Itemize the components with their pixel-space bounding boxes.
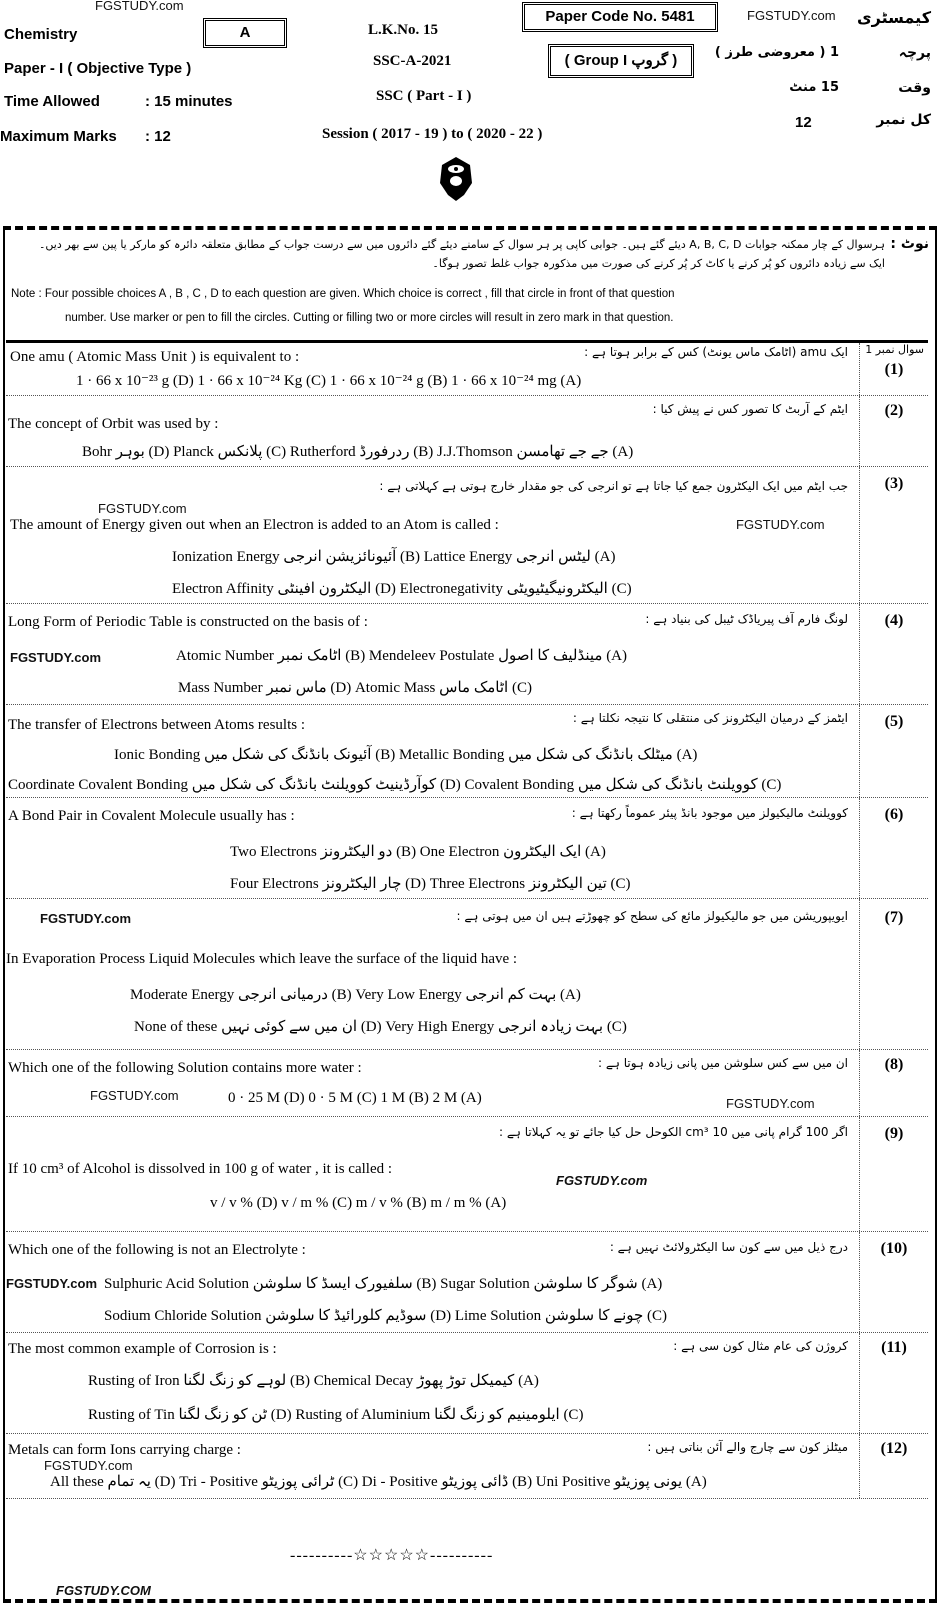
marks-value: : 12 (145, 128, 171, 145)
exam-code: SSC-A-2021 (373, 53, 452, 69)
question-row (6, 340, 928, 396)
question-row (6, 798, 928, 899)
note-ur-line2: ایک سے زیادہ دائروں کو پُر کرنے یا کاٹ کر پُر کرنے کی صورت میں مذکورہ جواب غلط تصور ہوگا۔ (432, 257, 885, 270)
question-ur: ایویپوریشن میں جو مالیکیولز مائع کی سطح کو چھوڑتے ہیں ان میں ہوتی ہے : (456, 909, 848, 923)
watermark: FGSTUDY.com (736, 517, 825, 532)
note-ur-label: نوٹ : (890, 236, 929, 252)
paper-set: A (239, 24, 251, 41)
question-options-row1: Two Electrons دو الیکٹرونز (B) One Electron ایک الیکٹرون (A) (230, 844, 606, 860)
question-options-row1: Rusting of Iron لوہے کو زنگ لگنا (B) Chemical Decay کیمیکل توڑ پھوڑ (A) (88, 1373, 539, 1389)
question-options: All these یہ تمام (D) Tri - Positive ٹرائی پوزیٹو (C) Di - Positive ڈائی پوزیٹو (B) Uni Positive یونی پوزیٹو (A) (50, 1474, 707, 1490)
watermark: FGSTUDY.com (556, 1173, 648, 1188)
subject-ur: کیمسٹری (857, 8, 931, 27)
paper-title: Paper - I ( Objective Type ) (4, 60, 192, 77)
watermark: FGSTUDY.com (40, 911, 132, 926)
question-ur: ایٹم کے آربٹ کا تصور کس نے پیش کیا : (652, 402, 848, 416)
question-number: (2) (859, 396, 928, 466)
question-en: The amount of Energy given out when an Electron is added to an Atom is called : (10, 517, 499, 533)
question-ur: جب ایٹم میں ایک الیکٹرون جمع کیا جاتا ہے تو انرجی کی جو مقدار خارج ہوتی ہے کہلاتی ہے : (379, 479, 848, 493)
note-ur-line1: ہرسوال کے چار ممکنہ جوابات A, B, C, D دیئے گئے ہیں۔ جوابی کاپی پر ہر سوال کے سامنے دیئے گئے دائروں میں سے درست جواب کے مطابق متعلقہ دائرہ کو مارکر یا پین سے بھر دیں۔ (38, 238, 885, 251)
question-en: Metals can form Ions carrying charge : (8, 1442, 241, 1458)
paper-set-box (203, 18, 287, 48)
question-ur: لونگ فارم آف پیریاڈک ٹیبل کی بنیاد ہے : (645, 612, 848, 626)
question-number: (5) (859, 705, 928, 797)
footer-watermark: FGSTUDY.COM (56, 1583, 151, 1598)
group-label: ( Group I گروپ ) (564, 52, 678, 69)
question-en: A Bond Pair in Covalent Molecule usually has : (8, 808, 295, 824)
question-row (6, 705, 928, 798)
ur-time-value: 15 منٹ (789, 80, 839, 95)
subject-en: Chemistry (4, 26, 78, 43)
question-ur: کوویلنٹ مالیکیولز میں موجود بانڈ پیئر عموماً رکھتا ہے : (571, 806, 848, 820)
question-options: 1 · 66 x 10⁻²³ g (D) 1 · 66 x 10⁻²⁴ Kg (C) 1 · 66 x 10⁻²⁴ g (B) 1 · 66 x 10⁻²⁴ mg (A) (76, 373, 582, 389)
question-en: Which one of the following is not an Electrolyte : (8, 1242, 306, 1258)
question-en: If 10 cm³ of Alcohol is dissolved in 100 g of water , it is called : (8, 1161, 393, 1177)
instructions-box (3, 230, 933, 330)
question-en: Long Form of Periodic Table is constructed on the basis of : (8, 614, 368, 630)
watermark: FGSTUDY.com (10, 650, 102, 665)
question-heading-ur: سوال نمبر 1 (865, 343, 924, 356)
time-label: Time Allowed (4, 93, 100, 110)
exam-part: SSC ( Part - I ) (376, 88, 472, 104)
question-row (6, 1333, 928, 1434)
watermark: FGSTUDY.com (44, 1458, 133, 1473)
question-options-row1: Sulphuric Acid Solution سلفیورک ایسڈ کا سلوشن (B) Sugar Solution شوگر کا سلوشن (A) (104, 1276, 663, 1292)
ur-paper-value: 1 ( معروضی طرز ) (714, 45, 839, 60)
watermark: FGSTUDY.com (726, 1096, 815, 1111)
paper-code: Paper Code No. 5481 (545, 8, 695, 25)
question-row (6, 467, 928, 604)
ur-marks-label: کل نمبر (876, 112, 931, 128)
question-row (6, 899, 928, 1050)
question-en: One amu ( Atomic Mass Unit ) is equivalent to : (10, 349, 300, 365)
lk-number: L.K.No. 15 (368, 22, 439, 38)
question-en: The most common example of Corrosion is : (8, 1341, 277, 1357)
question-number: (12) (859, 1434, 928, 1498)
watermark: FGSTUDY.com (6, 1276, 98, 1291)
watermark-top-right: FGSTUDY.com (747, 8, 836, 23)
note-en-line1: Note : Four possible choices A , B , C , D to each question are given. Which choice is correct , fill that circle in front of that question (11, 288, 675, 300)
question-en: In Evaporation Process Liquid Molecules which leave the surface of the liquid have : (6, 951, 518, 967)
question-row (6, 1117, 928, 1232)
question-row (6, 396, 928, 467)
question-number: (8) (859, 1050, 928, 1116)
question-en: The concept of Orbit was used by : (8, 416, 219, 432)
question-number: (11) (859, 1333, 928, 1433)
group-box (548, 44, 694, 78)
question-options-row2: None of these ان میں سے کوئی نہیں (D) Very High Energy بہت زیادہ انرجی (C) (134, 1019, 627, 1035)
question-ur: اگر 100 گرام پانی میں 10 cm³ الکوحل حل کیا جائے تو یہ کہلاتا ہے : (498, 1125, 848, 1139)
question-options-row2: Electron Affinity الیکٹرون افینٹی (D) Electronegativity الیکٹرونیگیٹیویٹی (C) (172, 581, 632, 597)
question-options-row2: Rusting of Tin ٹن کو زنگ لگنا (D) Rusting of Aluminium ایلومینیم کو زنگ لگنا (C) (88, 1407, 584, 1423)
question-options-row2: Coordinate Covalent Bonding کوآرڈینیٹ کوویلنٹ بانڈنگ کی شکل میں (D) Covalent Bonding کوویلنٹ بانڈنگ کی شکل میں (C) (8, 777, 782, 793)
questions-table (6, 340, 928, 1499)
question-number: (4) (859, 604, 928, 704)
question-options-row1: Ionic Bonding آئیونک بانڈنگ کی شکل میں (B) Metallic Bonding میٹلک بانڈنگ کی شکل میں (A) (114, 747, 698, 763)
question-ur: ایٹمز کے درمیان الیکٹرونز کی منتقلی کا نتیجہ نکلتا ہے : (572, 711, 848, 725)
question-options-row2: Four Electrons چار الیکٹرونز (D) Three Electrons تین الیکٹرونز (C) (230, 876, 631, 892)
board-emblem-icon (438, 155, 474, 203)
question-row (6, 604, 928, 705)
question-number: (7) (859, 899, 928, 1049)
question-number: (9) (859, 1117, 928, 1231)
note-en-line2: number. Use marker or pen to fill the circles. Cutting or filling two or more circles will result in zero mark in that question. (65, 312, 674, 324)
marks-label: Maximum Marks (0, 128, 117, 145)
watermark-top: FGSTUDY.com (95, 0, 184, 13)
session: Session ( 2017 - 19 ) to ( 2020 - 22 ) (322, 126, 543, 142)
paper-code-box (522, 2, 718, 32)
question-row (6, 1232, 928, 1333)
question-options: v / v % (D) v / m % (C) m / v % (B) m / m % (A) (210, 1195, 507, 1211)
question-number: (3) (859, 467, 928, 603)
ur-marks-value: 12 (795, 114, 812, 131)
question-en: Which one of the following Solution contains more water : (8, 1060, 362, 1076)
question-row (6, 1050, 928, 1117)
ur-time-label: وقت (898, 80, 931, 96)
ur-paper-label: پرچہ (898, 45, 931, 61)
question-number: (1) (859, 343, 928, 395)
question-en: The transfer of Electrons between Atoms results : (8, 717, 305, 733)
watermark: FGSTUDY.com (98, 501, 187, 516)
question-ur: ایک amu (اٹامک ماس یونٹ) کس کے برابر ہوتا ہے : (584, 345, 848, 359)
question-ur: درج ذیل میں سے کون سا الیکٹرولائٹ نہیں ہے : (609, 1240, 848, 1254)
question-options-row1: Ionization Energy آئیونائزیشن انرجی (B) Lattice Energy لیٹس انرجی (A) (172, 549, 616, 565)
question-options-row1: Moderate Energy درمیانی انرجی (B) Very Low Energy بہت کم انرجی (A) (130, 987, 581, 1003)
question-options: 0 · 25 M (D) 0 · 5 M (C) 1 M (B) 2 M (A) (228, 1090, 482, 1106)
question-number: (10) (859, 1232, 928, 1332)
question-ur: ان میں سے کس سلوشن میں پانی زیادہ ہوتا ہے : (597, 1056, 848, 1070)
question-options-row2: Sodium Chloride Solution سوڈیم کلورائیڈ کا سلوشن (D) Lime Solution چونے کا سلوشن (C) (104, 1308, 668, 1324)
question-options-row1: Atomic Number اٹامک نمبر (B) Mendeleev Postulate مینڈلیف کا اصول (A) (176, 648, 628, 664)
question-options-row2: Mass Number ماس نمبر (D) Atomic Mass اٹامک ماس (C) (178, 680, 532, 696)
question-row (6, 1434, 928, 1499)
watermark: FGSTUDY.com (90, 1088, 179, 1103)
question-options: Bohr بوہر (D) Planck پلانکس (C) Rutherford ردرفورڈ (B) J.J.Thomson جے جے تھامسن (A) (82, 444, 634, 460)
end-of-paper-stars: ----------☆☆☆☆☆---------- (290, 1547, 494, 1564)
question-number: (6) (859, 798, 928, 898)
question-ur: کروژن کی عام مثال کون سی ہے : (673, 1339, 848, 1353)
question-ur: میٹلز کون سے چارج والے آئن بناتی ہیں : (647, 1440, 848, 1454)
time-value: : 15 minutes (145, 93, 233, 110)
